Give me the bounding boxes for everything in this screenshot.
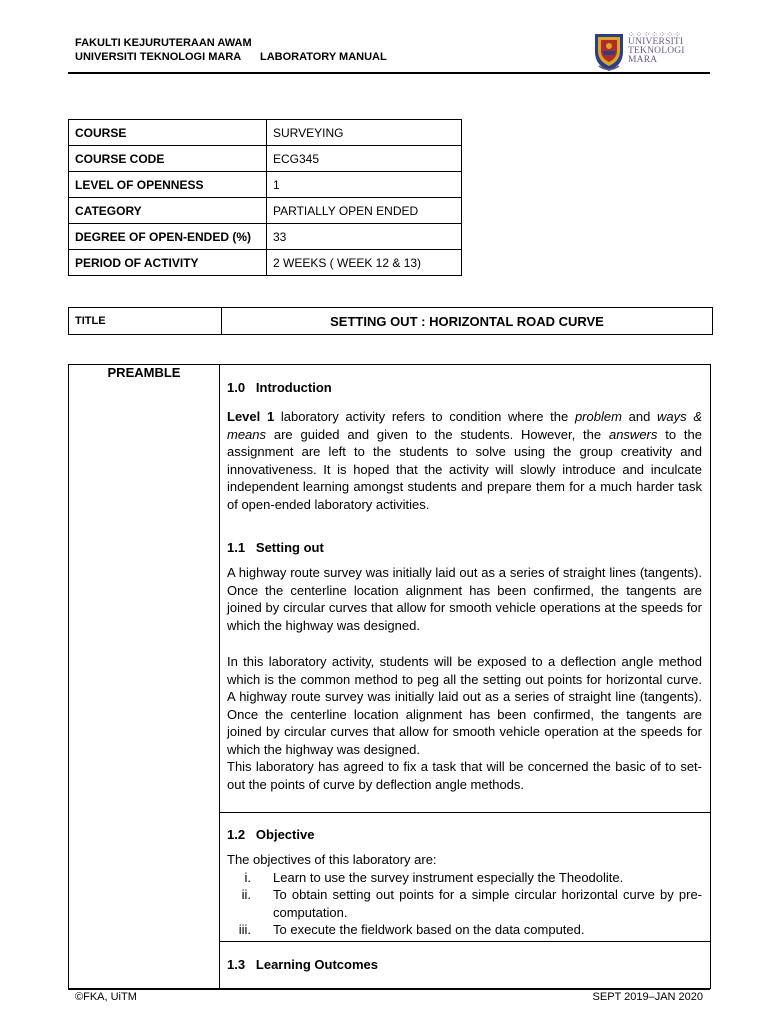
course-info-table [68,119,462,276]
setting-out-paragraph-1: A highway route survey was initially laid out as a series of straight lines (tangents). Once the centerline location alignment has been confirmed, the tangents are joined by circular curves that allow for smooth vehicle operations at the speeds for which the highway was designed. [227,565,702,633]
setting-out-heading-text: 1.1 Setting out [227,540,324,555]
setting-out-paragraph-3: This laboratory has agreed to fix a task that will be concerned the basic of to set-out the points of curve by deflection angle methods. [227,759,702,792]
info-key: LEVEL OF OPENNESS [69,172,267,198]
footer-semester: SEPT 2019–JAN 2020 [592,991,703,1003]
objective-lead: The objectives of this laboratory are: [227,852,437,867]
info-key: COURSE CODE [69,146,267,172]
info-row [69,146,462,172]
info-value: 33 [267,224,462,250]
faculty-name: FAKULTI KEJURUTERAAN AWAM [75,37,252,49]
info-row [69,120,462,146]
objective-item [227,869,702,887]
logo-line1: UNIVERSITI [628,37,684,47]
info-value: 2 WEEKS ( WEEK 12 & 13) [267,250,462,276]
setting-out-section-2 [227,653,702,793]
page-bottom-rule [68,988,710,990]
outcomes-heading-text: 1.3 Learning Outcomes [227,957,378,972]
info-row [69,172,462,198]
title-value: SETTING OUT : HORIZONTAL ROAD CURVE [222,308,713,335]
info-value: PARTIALLY OPEN ENDED [267,198,462,224]
objective-item [227,921,702,939]
section-divider-2 [219,941,710,942]
title-table [68,307,713,335]
university-name: UNIVERSITI TEKNOLOGI MARA [75,51,242,63]
header-rule [68,72,710,74]
info-key: CATEGORY [69,198,267,224]
intro-heading [227,379,702,397]
objective-heading-text: 1.2 Objective [227,827,315,842]
logo-line2: TEKNOLOGI [628,46,685,56]
objective-number: iii. [238,922,251,937]
section-divider-1 [219,812,710,813]
manual-title: LABORATORY MANUAL [260,51,387,63]
objective-item [227,886,702,921]
objective-text: Learn to use the survey instrument especially the Theodolite. [273,869,624,885]
intro-paragraph: Level 1 laboratory activity refers to condition where the problem and ways & means are guided and given to the students. However, the answers to the assignment are left to the students to solve using the group creativity and innovativeness. It is hoped that the activity will slowly introduce and inculcate independent learning amongst students and prepare them for a much harder task of open-ended laboratory activities. [227,409,702,512]
title-label: TITLE [69,308,222,335]
objective-number: i. [244,869,251,885]
preamble-label: PREAMBLE [107,365,181,380]
objective-section [227,851,702,939]
objective-text: To execute the fieldwork based on the data computed. [273,922,585,937]
logo-line3: MARA [628,55,658,65]
objective-list [227,869,702,939]
objective-text: To obtain setting out points for a simple circular horizontal curve by pre-computation. [273,887,702,920]
intro-section [227,408,702,513]
setting-out-section [227,564,702,634]
setting-out-heading [227,539,702,557]
logo-wordmark [628,38,685,65]
objective-number: ii. [241,887,251,902]
jawi-script-text: ⁘⁘⁘⁘⁘⁘⁘ [628,30,682,39]
info-value: ECG345 [267,146,462,172]
info-key: COURSE [69,120,267,146]
info-row [69,250,462,276]
setting-out-paragraph-2: In this laboratory activity, students will be exposed to a deflection angle method which is the common method to peg all the setting out points for horizontal curve. A highway route survey was initially laid out as a series of straight line (tangents). Once the centerline location alignment has been confirmed, the tangents are joined by circular curves that allow for smooth vehicle operation at the speeds for which the highway was designed. [227,654,702,757]
preamble-divider [219,364,220,988]
outcomes-heading [227,956,702,974]
info-value: 1 [267,172,462,198]
objective-heading [227,826,702,844]
university-logo [592,30,708,72]
info-value: SURVEYING [267,120,462,146]
info-row [69,224,462,250]
info-key: DEGREE OF OPEN-ENDED (%) [69,224,267,250]
info-key: PERIOD OF ACTIVITY [69,250,267,276]
uitm-crest-icon [592,30,626,72]
footer-copyright: ©FKA, UiTM [75,991,137,1003]
intro-heading-text: 1.0 Introduction [227,380,332,395]
info-row [69,198,462,224]
